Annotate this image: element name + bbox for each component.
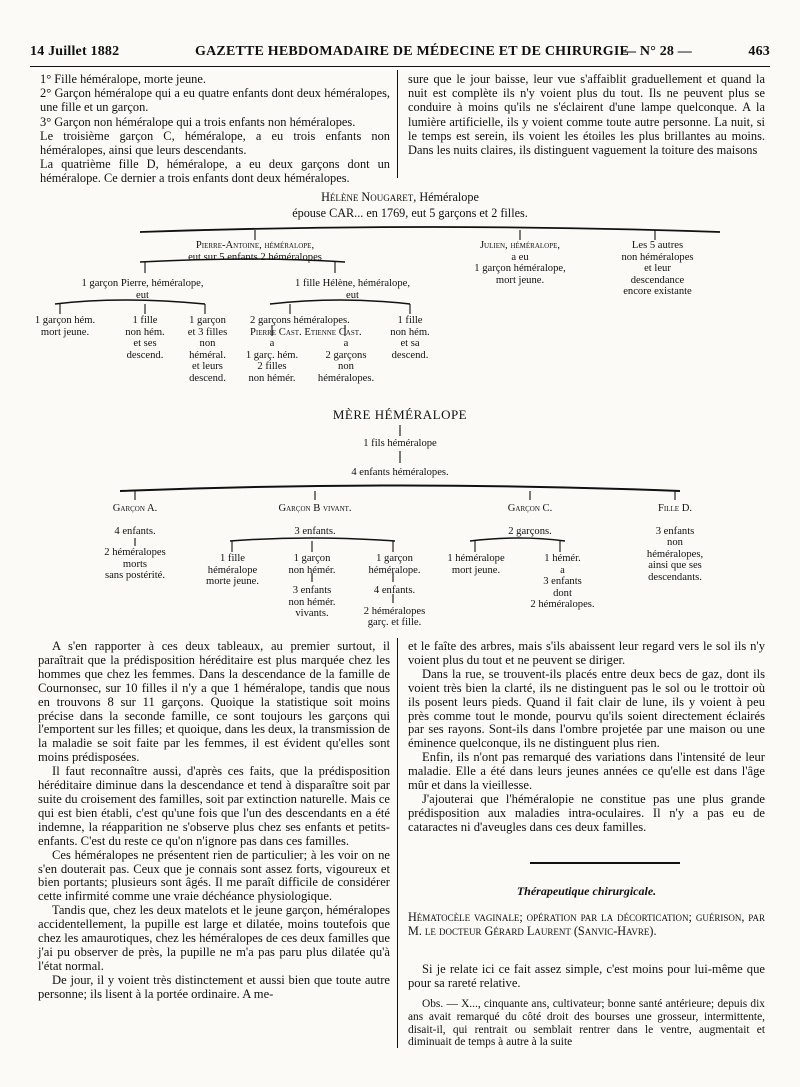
- column-rule-bottom: [397, 638, 398, 1048]
- paragraph: 2° Garçon héméralope qui a eu quatre enfants dont deux héméralopes, une fille et un garçon.: [40, 86, 390, 115]
- tree1-others: [605, 240, 710, 298]
- text-line: Pierre Cast. Etienne Cast.: [250, 326, 362, 338]
- paragraph: 3° Garçon non héméralope qui a trois enfants non héméralopes.: [40, 114, 356, 129]
- text-line: a: [269, 338, 275, 349]
- tree1-helene: [265, 278, 440, 301]
- text-line: non: [338, 361, 354, 372]
- issue-date: 14 Juillet 1882: [30, 44, 120, 59]
- text-line: descend.: [126, 349, 164, 361]
- text-line: eut: [136, 289, 149, 301]
- text-line: 2 garçons: [325, 349, 367, 361]
- text-line: descendance: [630, 274, 685, 286]
- section-separator: [530, 862, 680, 864]
- text-line: 2 garçons.: [508, 525, 552, 537]
- text-line: eut sur 5 enfants 2 héméralopes: [188, 251, 322, 263]
- tree1-julien: [460, 240, 580, 286]
- tree2-c-boy-1: [440, 553, 512, 576]
- section-observation: [408, 998, 765, 1049]
- text-line: 1 garçon: [376, 553, 413, 564]
- root-name: Hélène Nougaret: [321, 190, 414, 204]
- text-line: Garçon C.: [507, 503, 553, 514]
- text-line: héméralopes,: [646, 548, 704, 560]
- section-intro: [408, 962, 765, 990]
- tree1-cast-2: [310, 338, 382, 384]
- text-line: non héméralopes: [621, 251, 694, 263]
- root-suffix: , Héméralope: [413, 190, 479, 204]
- tree2-children: 4 enfants héméralopes.: [351, 467, 449, 478]
- tree2-son: 1 fils héméralope: [363, 438, 437, 449]
- paragraph: Tandis que, chez les deux matelots et le jeune garçon, héméralopes accidentellement, la pupille est large et dilatée, moins toutefois que chez les amaurotiques, chez les héméralopes de ces deux familles que j'ai pu observer de près, la pupille ne m'a pas paru plus dilatée qu'à l'état normal.: [38, 903, 390, 973]
- tree2-girl-d: [625, 503, 725, 583]
- text-line: sans postérité.: [104, 570, 166, 581]
- text-line: descend.: [391, 349, 429, 361]
- text-line: garç. et fille.: [367, 617, 422, 628]
- tree1-helene-boys: [250, 315, 362, 338]
- text-line: non hém.: [390, 326, 430, 338]
- tree2-b-boy-1: [277, 553, 347, 620]
- text-line: héméral.: [189, 349, 226, 361]
- text-line: descend.: [189, 372, 226, 384]
- tree2-boy-a: [85, 503, 185, 537]
- text-line: non: [667, 537, 683, 548]
- text-line: non hémér.: [288, 564, 336, 576]
- bottom-left-column: [38, 640, 390, 1002]
- text-line: et leurs: [192, 361, 223, 372]
- tree2-c-boy-2: [520, 553, 605, 611]
- text-line: mort jeune.: [451, 564, 501, 576]
- text-line: morte jeune.: [206, 576, 259, 587]
- text-line: vivants.: [295, 608, 329, 619]
- tree1-cast-1: [240, 338, 304, 384]
- section-title: Thérapeutique chirurgicale.: [516, 884, 657, 898]
- bottom-right-column: [408, 640, 765, 835]
- text-line: 1 fille Hélène, héméralope,: [294, 278, 410, 289]
- paragraph: Obs. — X..., cinquante ans, cultivateur; bonne santé antérieure; depuis dix ans avait remarqué du côté droit des bourses une grosseur, intermittente, disait-il, qui rentrait ou semblait rentrer dans le ventre, augmentait et diminuait de temps à autre à la suite: [408, 998, 765, 1049]
- text-line: 1 garçon hém.: [34, 315, 96, 326]
- paragraph: De jour, il y voient très distinctement et aussi bien que toute autre personne; ils lisent à la portée ordinaire. A me-: [38, 972, 390, 1001]
- paragraph: J'ajouterai que l'héméralopie ne constitue pas une plus grande prédisposition aux maladies intra-oculaires. Il n'y a pas eu de cataractes ni d'aveugles dans ces deux familles.: [408, 791, 765, 834]
- paragraph: Hématocèle vaginale; opération par la décortication; guérison, par M. le docteur Gérard Laurent (Sanvic-Havre).: [408, 910, 765, 938]
- tree1-leaf-siblings: [175, 315, 240, 384]
- text-line: a: [560, 564, 565, 576]
- text-line: eut: [346, 289, 359, 301]
- text-line: 3 enfants: [655, 525, 695, 537]
- text-line: Les 5 autres: [631, 240, 684, 251]
- text-line: 2 héméralopes.: [530, 599, 595, 610]
- text-line: non: [199, 338, 216, 349]
- tree1-pierre: [55, 278, 230, 301]
- text-line: a: [343, 338, 349, 349]
- text-line: héméralope.: [368, 564, 421, 576]
- text-line: 1 garçon Pierre, héméralope,: [81, 278, 204, 289]
- text-line: 4 enfants.: [114, 525, 156, 537]
- paragraph: Dans la rue, se trouvent-ils placés entre deux becs de gaz, dont ils voient très bien la clarté, ils ne distinguent pas le sol ou le trottoir où ils posent leurs pieds. Quand il fait clair de lune, ils y voient à peu près comme tout le monde, pourvu qu'ils soient directement éclairés par ses rayons. Sont-ils dans l'ombre projetée par une maison ou une éminence quelconque, ils ne distinguent plus rien.: [408, 666, 765, 751]
- text-line: 1 garçon: [293, 553, 331, 564]
- tree2-root: MÈRE HÉMÉRALOPE: [332, 407, 468, 422]
- text-line: 2 garçons héméralopes.: [250, 315, 350, 326]
- tree2-boy-c: [480, 503, 580, 537]
- text-line: mort jeune.: [40, 326, 90, 338]
- section-subtitle: [408, 910, 765, 938]
- text-line: et sa: [400, 338, 420, 349]
- text-line: 3 enfants: [543, 576, 582, 587]
- tree1-helene-girl: [382, 315, 438, 361]
- text-line: et leur: [644, 263, 671, 274]
- paragraph: Ces héméralopes ne présentent rien de particulier; à les voir on ne s'en douterait pas. Ceux que je connais sont assez forts, vigoureux et bien portants; plusieurs sont âgés. Il me paraît difficile de considérer cette infirmité comme une vraie déchéance physiologique.: [38, 847, 390, 904]
- paragraph: Il faut reconnaître aussi, d'après ces faits, que la prédisposition héréditaire diminue dans la descendance et tend à disparaître soit par suite du croisement des familles, soit par extinction naturelle. Mais ce qui est bien établi, c'est qu'une fois que l'un des descendants en a été indemne, la réapparition ne s'observe plus chez ses enfants et petits-enfants. C'est du reste ce qu'on n'ignore pas dans ces familles.: [38, 764, 390, 848]
- text-line: descendants.: [648, 571, 702, 583]
- text-line: Julien, héméralope,: [479, 240, 561, 251]
- text-line: encore existante: [623, 286, 692, 297]
- paragraph: 1° Fille héméralope, morte jeune.: [40, 72, 206, 86]
- text-line: 1 fille: [397, 315, 423, 326]
- text-line: dont: [553, 587, 572, 599]
- tree1-leaf-boy: [25, 315, 105, 338]
- text-line: 1 fille: [219, 553, 245, 564]
- text-line: 1 garçon: [189, 315, 226, 326]
- text-line: non hémér.: [288, 596, 336, 608]
- text-line: Pierre-Antoine, héméralope,: [195, 240, 315, 251]
- tree1-root: [300, 190, 500, 204]
- text-line: héméralope: [207, 564, 258, 576]
- text-line: non hém.: [125, 326, 165, 338]
- text-line: 2 héméralopes: [363, 605, 426, 617]
- paragraph: Si je relate ici ce fait assez simple, c'est moins pour lui-même que pour sa rareté relative.: [408, 962, 765, 990]
- tree2-boy-a-children: [85, 547, 185, 582]
- paragraph: et le faîte des arbres, mais s'ils abaissent leur regard vers le sol ils n'y voient plus du tout et ne peuvent se diriger.: [408, 639, 765, 667]
- text-line: 2 filles: [257, 361, 287, 372]
- paragraph: A s'en rapporter à ces deux tableaux, au premier surtout, il paraîtrait que la prédisposition héréditaire est plus marquée chez les hommes que chez les femmes. Dans la descendance de la famille de Cournonsec, sur 10 filles il n'y a que 1 héméralope, tandis que nous en trouvons 8 sur 11 garçons. Quoique la statistique soit moins précise dans la seconde famille, ce sont toujours les garçons qui l'emportent sur les filles; et quoique, dans les deux, la transmission de la maladie se soit faite par les femmes, il est évident qu'elles sont moins prédisposées.: [38, 639, 390, 765]
- text-line: Garçon A.: [112, 503, 158, 514]
- text-line: Fille D.: [658, 503, 692, 514]
- tree1-root-line2: épouse CAR... en 1769, eut 5 garçons et 2 filles.: [292, 206, 528, 220]
- text-line: 1 garçon héméralope,: [474, 263, 566, 274]
- page-number: 463: [748, 44, 770, 59]
- text-line: 3 enfants.: [294, 525, 336, 537]
- paragraph: Enfin, ils n'ont pas remarqué des variations dans l'intensité de leur maladie. Elle a été dans leurs jeunes années ce qu'elle est dans l'âge mûr et dans la vieillesse.: [408, 750, 765, 793]
- text-line: héméralopes.: [317, 372, 375, 384]
- text-line: et 3 filles: [187, 326, 228, 338]
- issue-number: — N° 28 —: [622, 44, 693, 59]
- text-line: mort jeune.: [495, 274, 545, 286]
- paragraph: sure que le jour baisse, leur vue s'affaiblit graduellement et quand la nuit est complète ils n'y voient plus du tout. Ils ne peuvent plus se conduire à moins qu'ils ne s'éclairent d'une lampe quelconque. A la lumière artificielle, ils y voient comme toute autre personne. La nuit, si le temps est serein, ils voient les étoiles les plus brillantes au moins. Dans les nuits claires, ils distinguent vaguement la toiture des maisons: [408, 72, 765, 158]
- tree2-b-boy-2: [352, 553, 437, 629]
- text-line: 4 enfants.: [373, 585, 416, 596]
- text-line: 2 héméralopes: [104, 547, 166, 558]
- tree1-leaf-girl: [115, 315, 175, 361]
- paragraph: La quatrième fille D, héméralope, a eu deux garçons dont un héméralope. Ce dernier a trois enfants dont deux héméralopes.: [40, 157, 390, 186]
- text-line: 3 enfants: [292, 585, 332, 596]
- text-line: 1 hémér.: [544, 553, 581, 564]
- tree1-pierre-antoine: [160, 240, 350, 263]
- text-line: 1 garç. hém.: [245, 349, 299, 361]
- text-line: 1 héméralope: [447, 553, 505, 564]
- tree2-boy-b: [250, 503, 380, 537]
- text-line: Garçon B vivant.: [278, 503, 352, 514]
- text-line: et ses: [133, 338, 157, 349]
- text-line: morts: [122, 558, 148, 570]
- journal-title: GAZETTE HEBDOMADAIRE DE MÉDECINE ET DE CHIRURGIE: [195, 44, 630, 59]
- tree2-b-girl: [195, 553, 270, 588]
- text-line: a eu: [511, 251, 529, 263]
- text-line: ainsi que ses: [648, 560, 702, 571]
- paragraph: Le troisième garçon C, héméralope, a eu trois enfants non héméralopes, ainsi que leurs descendants.: [40, 128, 390, 158]
- text-line: non hémér.: [248, 372, 296, 384]
- text-line: 1 fille: [132, 315, 158, 326]
